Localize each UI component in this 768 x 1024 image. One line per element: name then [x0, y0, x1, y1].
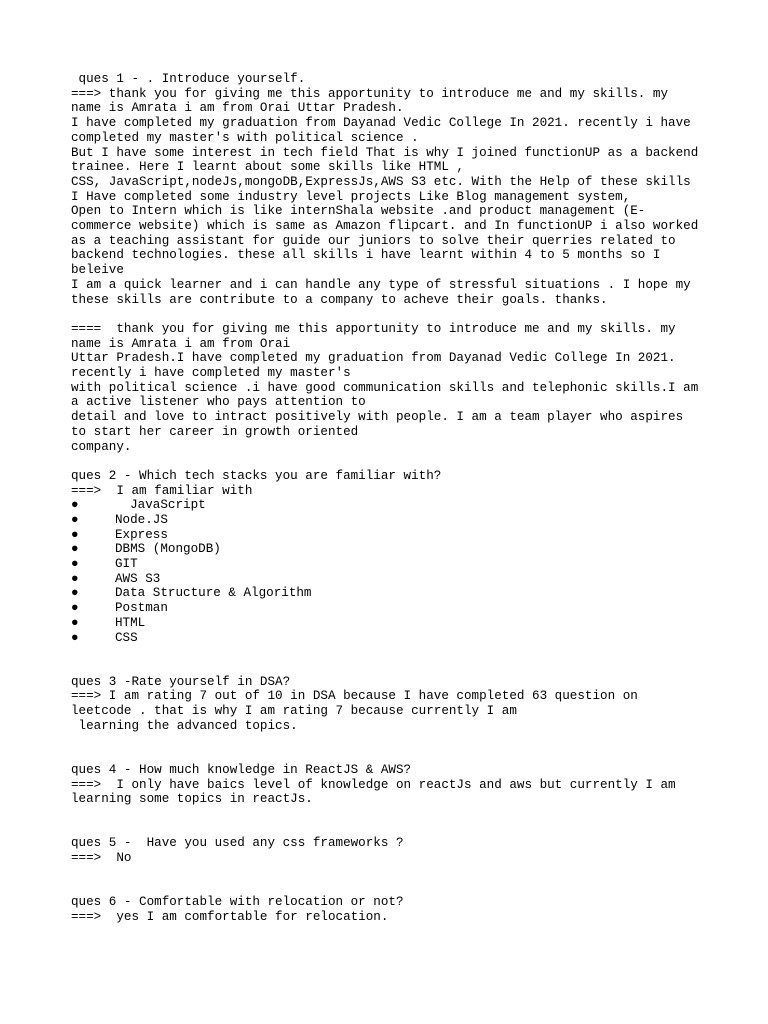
- answer-1-line: But I have some interest in tech field That is why I joined functionUP as a backend: [71, 145, 699, 160]
- answer-3-line: leetcode . that is why I am rating 7 because currently I am: [71, 704, 517, 719]
- answer-3-line: learning the advanced topics.: [71, 718, 298, 733]
- list-item: [71, 572, 751, 587]
- answer-1-line: Open to Intern which is like internShala website .and product management (E-: [71, 204, 646, 219]
- spacer: [71, 807, 751, 836]
- question-5-block: [71, 836, 751, 865]
- question-4-title: ques 4 - How much knowledge in ReactJS & AWS?: [71, 762, 412, 777]
- question-3-block: [71, 675, 751, 734]
- list-item: [71, 616, 751, 631]
- bullet-icon: ●: [71, 586, 79, 601]
- question-1-alt-answer: [71, 322, 751, 454]
- answer-1-line: I have completed my graduation from Dayanad Vedic College In 2021. recently i have: [71, 116, 691, 131]
- alt-answer-line: detail and love to intract positively with people. I am a team player who aspires: [71, 410, 684, 425]
- list-item: [71, 631, 751, 646]
- alt-answer-line: a active listener who pays attention to: [71, 395, 366, 410]
- bullet-icon: ●: [71, 571, 79, 586]
- question-6-title: ques 6 - Comfortable with relocation or not?: [71, 895, 404, 910]
- question-6-block: [71, 895, 751, 924]
- list-item-label: DBMS (MongoDB): [115, 542, 221, 557]
- spacer: [71, 866, 751, 895]
- alt-answer-line: ==== thank you for giving me this apportunity to introduce me and my skills. my: [71, 321, 676, 336]
- answer-2-intro: ===> I am familiar with: [71, 483, 253, 498]
- answer-4-line: ===> I only have baics level of knowledge on reactJs and aws but currently I am: [71, 777, 676, 792]
- answer-1-line: trainee. Here I learnt about some skills like HTML ,: [71, 160, 464, 175]
- answer-1-line: CSS, JavaScript,nodeJs,mongoDB,ExpressJs,AWS S3 etc. With the Help of these skills: [71, 174, 691, 189]
- bullet-icon: ●: [71, 601, 79, 616]
- question-2-block: [71, 469, 751, 645]
- list-item-label: Node.JS: [115, 513, 168, 528]
- list-item: [71, 586, 751, 601]
- answer-1-line: as a teaching assistant for guide our juniors to solve their querries related to: [71, 233, 676, 248]
- answer-4-line: learning some topics in reactJs.: [71, 792, 313, 807]
- list-item-label: GIT: [115, 557, 138, 572]
- list-item-label: CSS: [115, 630, 138, 645]
- list-item: [71, 528, 751, 543]
- list-item: [71, 513, 751, 528]
- question-2-title: ques 2 - Which tech stacks you are familiar with?: [71, 468, 442, 483]
- tech-stack-list: [71, 498, 751, 645]
- question-1-title: ques 1 - . Introduce yourself.: [71, 72, 306, 86]
- question-5-title: ques 5 - Have you used any css frameworks ?: [71, 836, 404, 851]
- answer-1-line: I am a quick learner and i can handle any type of stressful situations . I hope my: [71, 277, 691, 292]
- list-item-label: Express: [115, 527, 168, 542]
- bullet-icon: ●: [71, 630, 79, 645]
- answer-5-line: ===> No: [71, 851, 132, 866]
- alt-answer-line: Uttar Pradesh.I have completed my graduation from Dayanad Vedic College In 2021.: [71, 351, 676, 366]
- alt-answer-line: recently i have completed my master's: [71, 366, 351, 381]
- bullet-icon: ●: [71, 615, 79, 630]
- spacer: [71, 645, 751, 674]
- bullet-icon: ●: [71, 527, 79, 542]
- answer-1-line: I Have completed some industry level projects Like Blog management system,: [71, 189, 631, 204]
- document-page: [71, 72, 751, 925]
- list-item: [71, 557, 751, 572]
- question-4-block: [71, 763, 751, 807]
- spacer: [71, 733, 751, 762]
- answer-1-line: completed my master's with political science .: [71, 130, 419, 145]
- list-item-label: HTML: [115, 615, 146, 630]
- alt-answer-line: name is Amrata i am from Orai: [71, 336, 291, 351]
- list-item-label: Data Structure & Algorithm: [115, 586, 312, 601]
- answer-1-line: beleive: [71, 263, 124, 278]
- list-item: [71, 601, 751, 616]
- answer-1-line: name is Amrata i am from Orai Uttar Pradesh.: [71, 101, 404, 116]
- bullet-icon: ●: [71, 498, 79, 513]
- list-item-label: AWS S3: [115, 571, 161, 586]
- answer-6-line: ===> yes I am comfortable for relocation.: [71, 909, 389, 924]
- spacer: [71, 307, 751, 322]
- bullet-icon: ●: [71, 513, 79, 528]
- spacer: [71, 454, 751, 469]
- answer-1-line: backend technologies. these all skills i have learnt within 4 to 5 months so I: [71, 248, 661, 263]
- list-item: [71, 542, 751, 557]
- answer-1-line: ===> thank you for giving me this apportunity to introduce me and my skills. my: [71, 86, 669, 101]
- question-1-block: [71, 72, 751, 307]
- alt-answer-line: company.: [71, 439, 132, 454]
- list-item-label: Postman: [115, 601, 168, 616]
- bullet-icon: ●: [71, 557, 79, 572]
- alt-answer-line: to start her career in growth oriented: [71, 424, 359, 439]
- list-item-label: JavaScript: [115, 498, 206, 513]
- answer-1-line: these skills are contribute to a company to acheve their goals. thanks.: [71, 292, 608, 307]
- question-3-title: ques 3 -Rate yourself in DSA?: [71, 674, 291, 689]
- alt-answer-line: with political science .i have good communication skills and telephonic skills.I am: [71, 380, 699, 395]
- answer-1-line: commerce website) which is same as Amazon flipcart. and In functionUP i also worked: [71, 219, 699, 234]
- list-item: [71, 498, 751, 513]
- answer-3-line: ===> I am rating 7 out of 10 in DSA because I have completed 63 question on: [71, 689, 638, 704]
- bullet-icon: ●: [71, 542, 79, 557]
